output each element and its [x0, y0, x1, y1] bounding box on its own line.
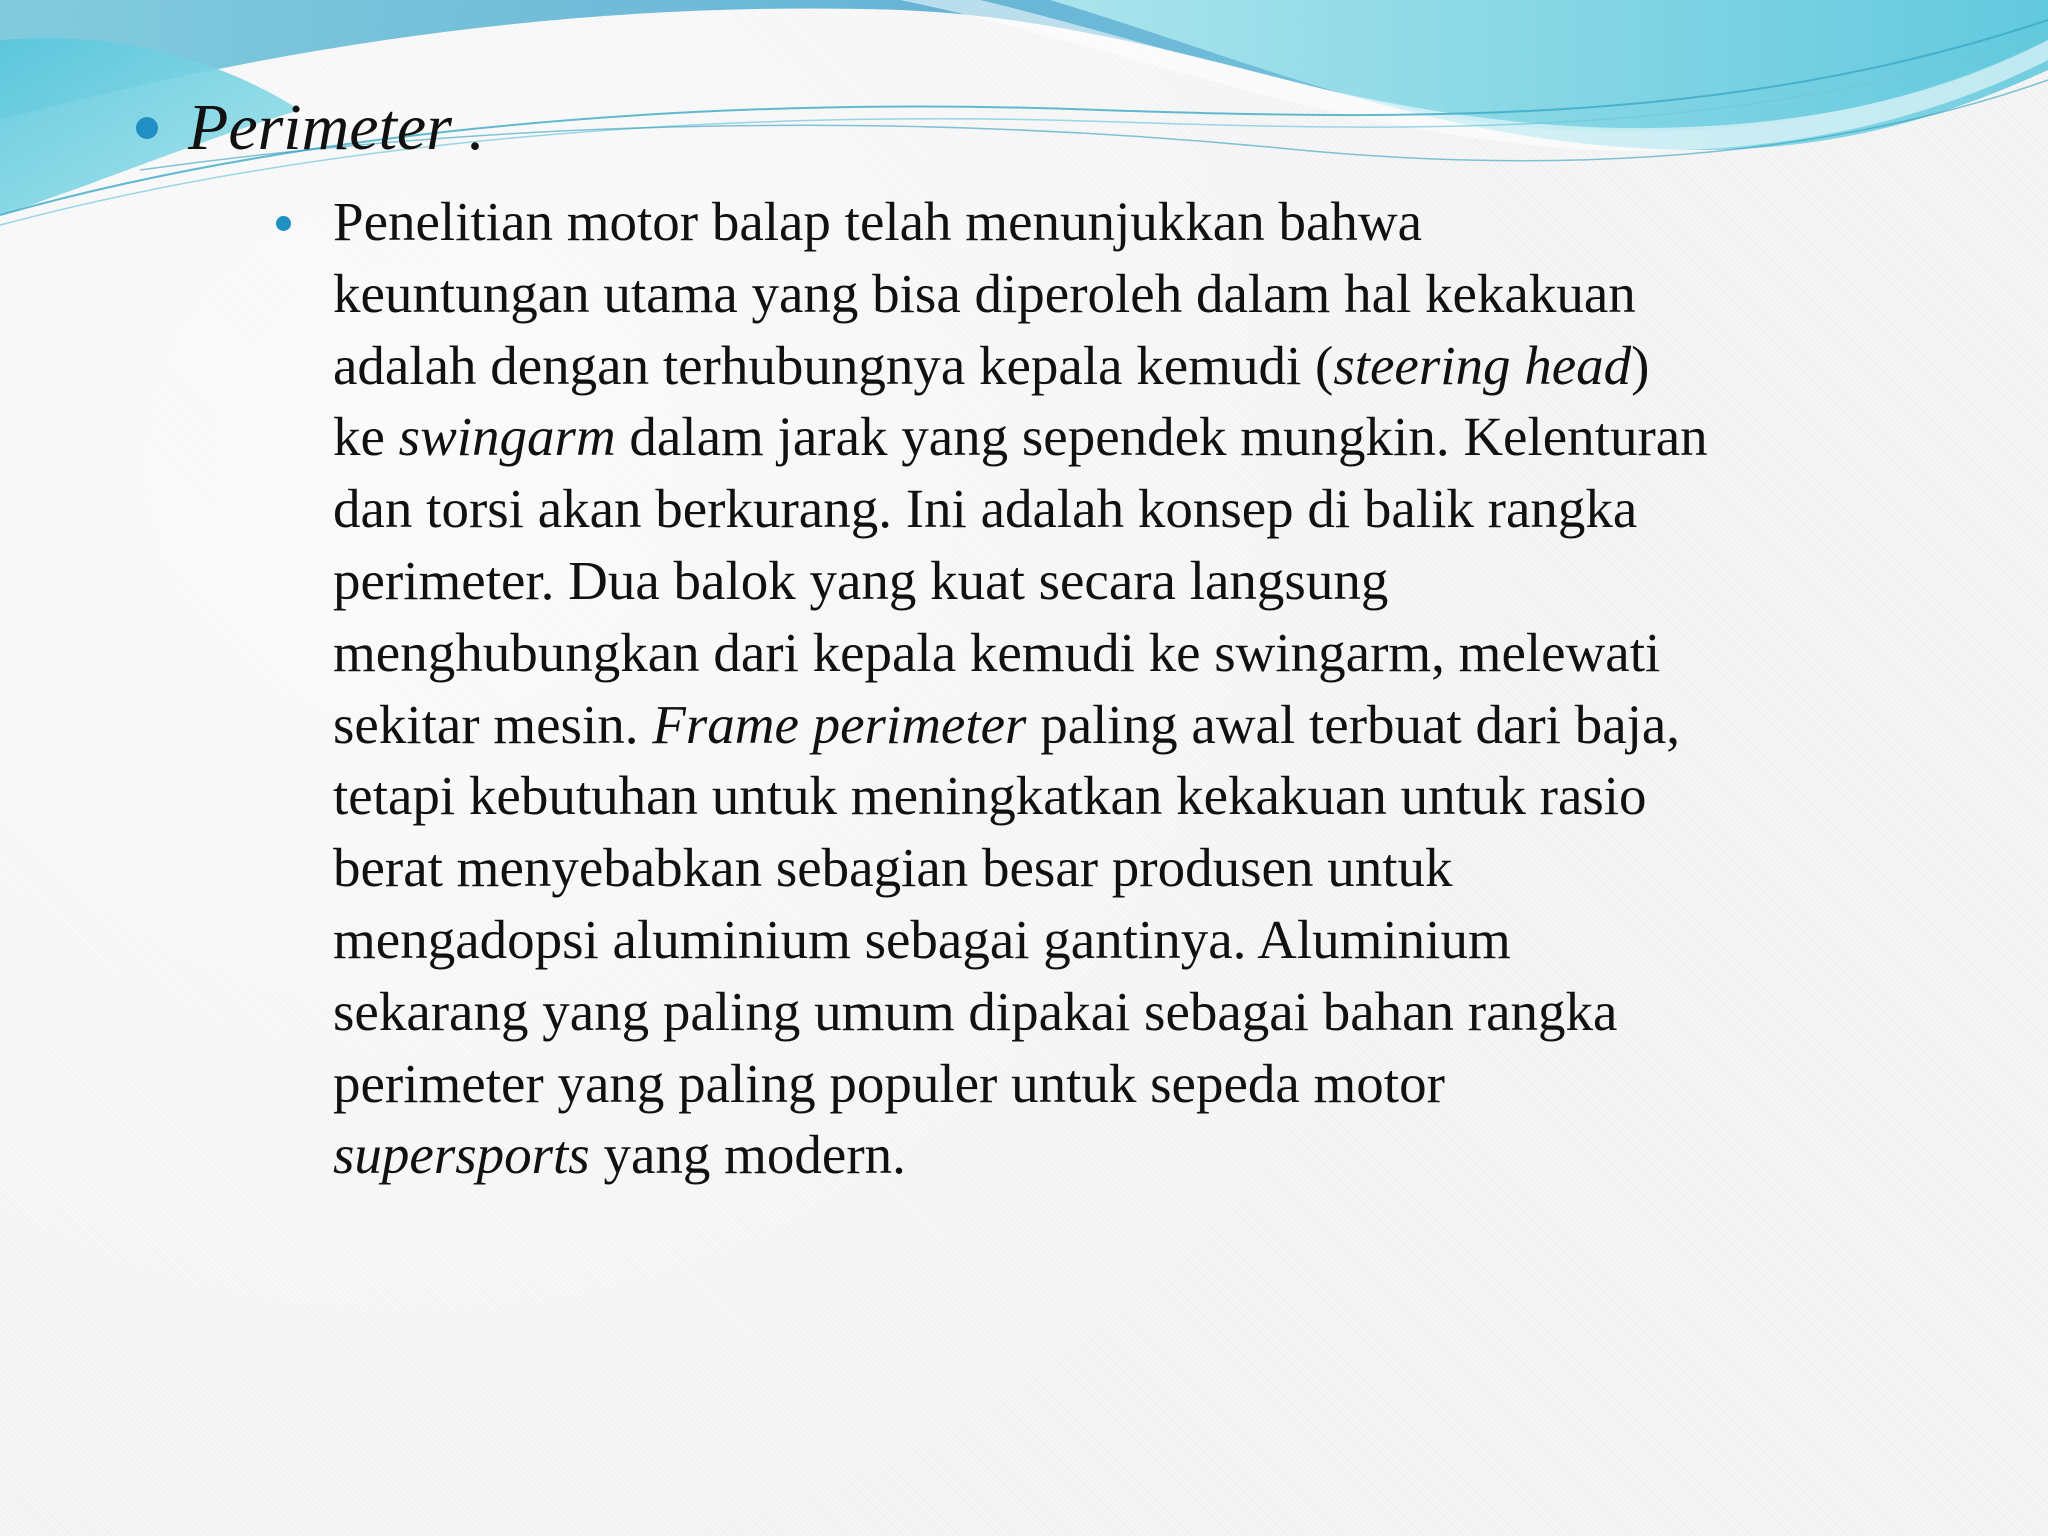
paragraph-line: sekarang yang paling umum dipakai sebagai bahan rangka: [333, 980, 1618, 1042]
paragraph-line: [333, 689, 1708, 761]
paragraph-line: Penelitian motor balap telah menunjukkan bahwa: [333, 191, 1422, 252]
text-segment: sekitar mesin.: [333, 693, 653, 755]
body-bullet-item: [276, 186, 1936, 1191]
text-segment: ): [1631, 334, 1650, 396]
paragraph-line: perimeter. Dua balok yang kuat secara langsung: [333, 549, 1389, 611]
paragraph-line: keuntungan utama yang bisa diperoleh dalam hal kekakuan: [333, 262, 1636, 324]
sub-bullet-icon: [276, 216, 291, 231]
body-paragraph: [333, 186, 1708, 1191]
text-segment: adalah dengan terhubungnya kepala kemudi (: [333, 334, 1334, 396]
italic-term: Frame perimeter: [652, 693, 1027, 755]
paragraph-line: menghubungkan dari kepala kemudi ke swingarm, melewati: [333, 621, 1661, 683]
paragraph-line: [333, 330, 1708, 402]
italic-term: steering head: [1333, 334, 1632, 396]
heading-text: Perimeter .: [188, 91, 485, 164]
text-segment: yang modern.: [589, 1124, 906, 1186]
italic-term: supersports: [333, 1124, 590, 1186]
paragraph-line: tetapi kebutuhan untuk meningkatkan kekakuan untuk rasio: [333, 765, 1647, 827]
italic-term: swingarm: [398, 406, 616, 468]
paragraph-line: [333, 401, 1708, 473]
bullet-icon: [136, 117, 158, 139]
text-segment: dalam jarak yang sependek mungkin. Kelenturan: [615, 406, 1708, 468]
paragraph-line: dan torsi akan berkurang. Ini adalah konsep di balik rangka: [333, 478, 1638, 540]
paragraph-line: mengadopsi aluminium sebagai gantinya. Aluminium: [333, 908, 1511, 970]
paragraph-line: perimeter yang paling populer untuk sepeda motor: [333, 1052, 1445, 1114]
text-segment: ke: [333, 406, 399, 468]
paragraph-line: [333, 1119, 1708, 1191]
paragraph-line: berat menyebabkan sebagian besar produsen untuk: [333, 837, 1453, 899]
heading-bullet-item: [136, 88, 485, 168]
text-segment: paling awal terbuat dari baja,: [1026, 693, 1681, 755]
